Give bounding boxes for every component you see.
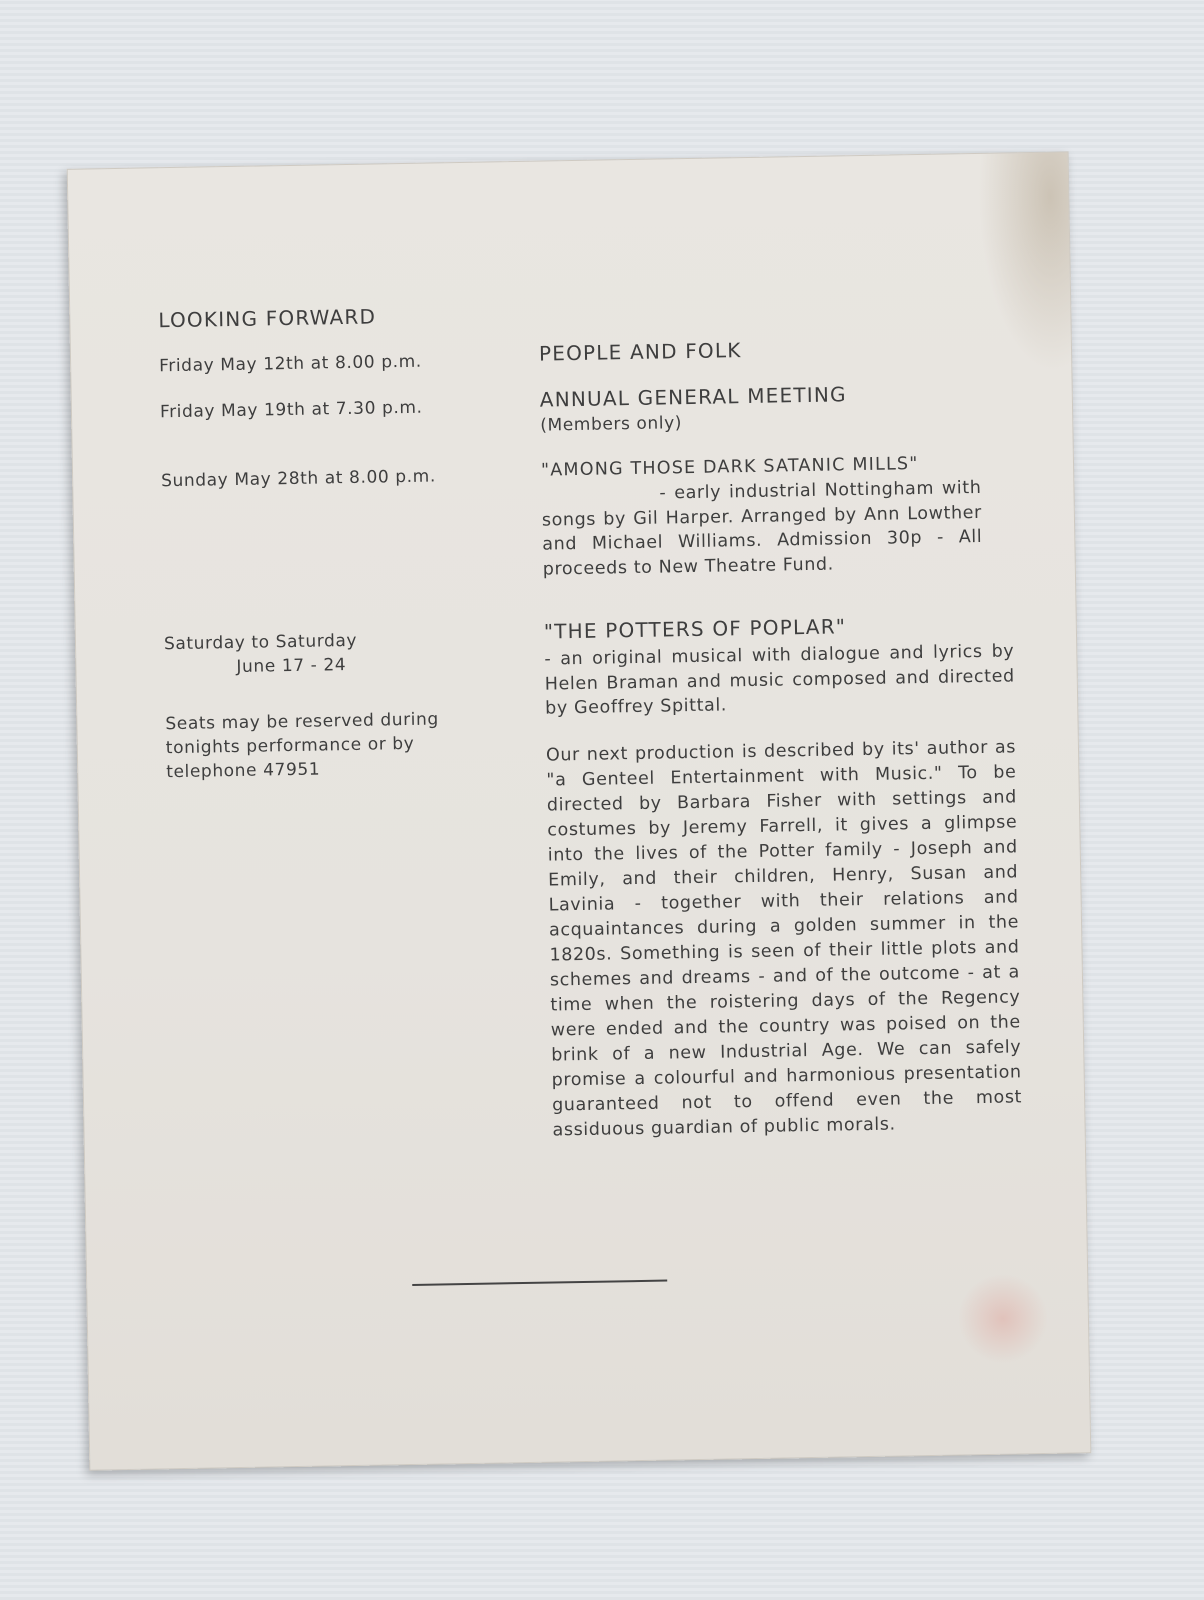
production-description: Our next production is described by its' author as "a Genteel Entertainment with Music." To be directed by Barbara Fisher with settings and costumes by Jeremy Farrell, it gives a glimpse into the lives of the Potter family - Joseph and Emily, and their children, Henry, Susan and Lavinia - together with their relations and acquaintances during a golden summer in the 1820s. Something is seen of their little plots and schemes and dreams - and of the outcome - at a time when the roistering days of the Regency were ended and the country was poised on the brink of a new Industrial Age. We can safely promise a colourful and harmonious presentation guaranteed not to offend even the most assiduous guardian of public morals. xyxy=(545,737,1023,1141)
divider-rule xyxy=(412,1280,667,1286)
event-note: (Members only) xyxy=(540,413,683,436)
event-title: "AMONG THOSE DARK SATANIC MILLS" xyxy=(540,454,919,481)
event-title: PEOPLE AND FOLK xyxy=(538,338,742,366)
event-date: Saturday to Saturday xyxy=(163,630,358,655)
programme-page xyxy=(67,151,1092,1470)
page-heading: LOOKING FORWARD xyxy=(158,304,377,333)
booking-note: Seats may be reserved during tonights performance or by telephone 47951 xyxy=(165,709,439,783)
event-description: - early industrial Nottingham with songs by Gil Harper. Arranged by Ann Lowther and Michael Williams. Admission 30p - All proceeds to New Theatre Fund. xyxy=(541,477,983,580)
event-date: June 17 - 24 xyxy=(236,655,347,677)
event-date: Sunday May 28th at 8.00 p.m. xyxy=(161,466,437,492)
event-description: - an original musical with dialogue and lyrics by Helen Braman and music composed and directed by Geoffrey Spittal. xyxy=(544,641,1015,719)
event-title: "THE POTTERS OF POPLAR" xyxy=(543,614,847,644)
event-date: Friday May 19th at 7.30 p.m. xyxy=(159,397,423,423)
event-date: Friday May 12th at 8.00 p.m. xyxy=(158,351,422,377)
event-title: ANNUAL GENERAL MEETING xyxy=(539,382,847,412)
paper-stain xyxy=(957,1273,1049,1365)
paper-stain xyxy=(978,152,1072,374)
